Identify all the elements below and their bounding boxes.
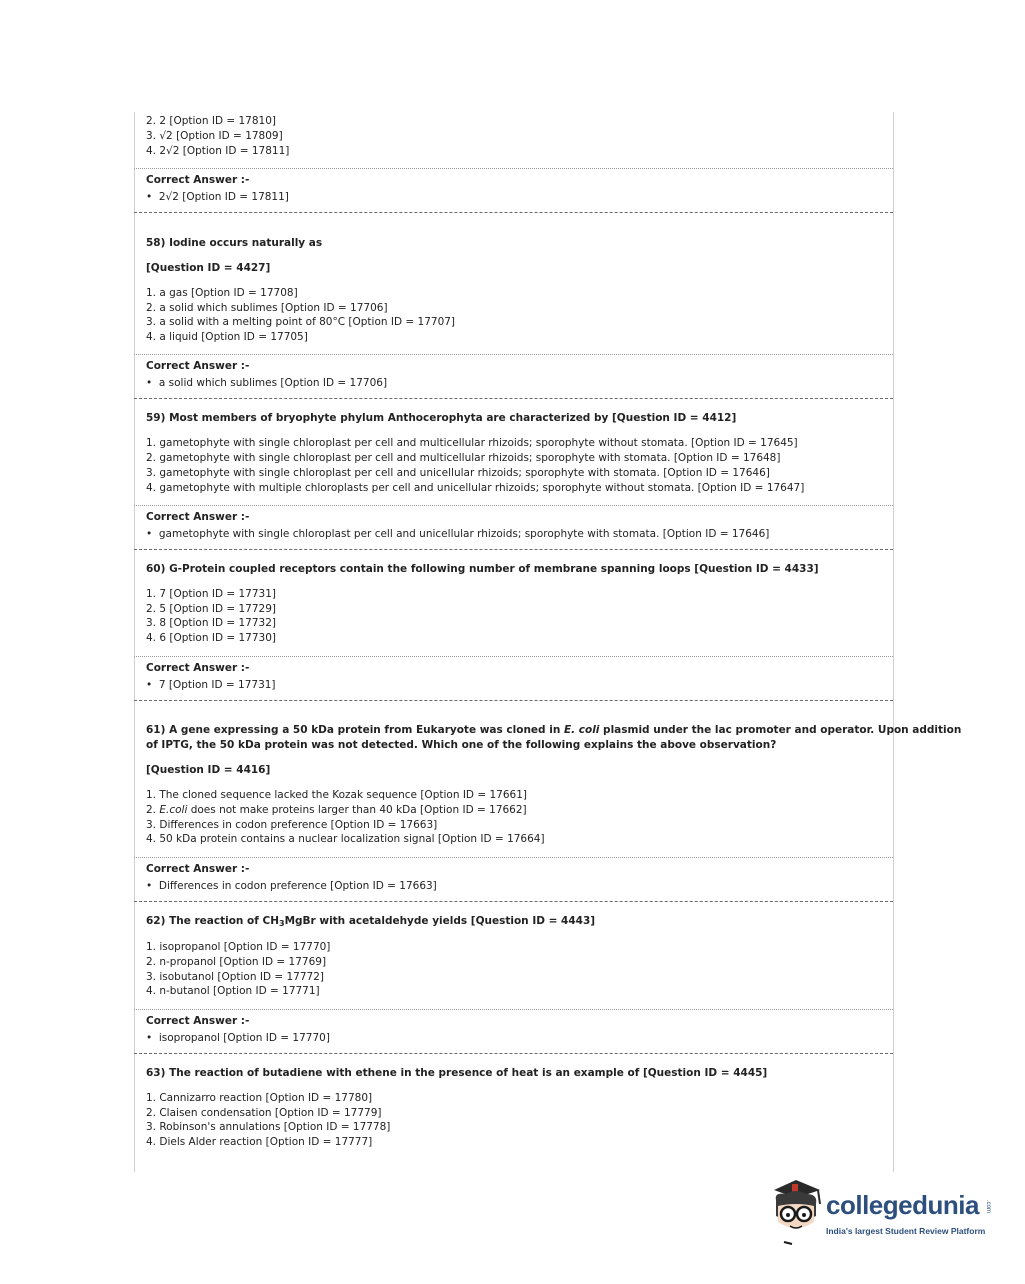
option: 4. Diels Alder reaction [Option ID = 17777] — [146, 1136, 373, 1148]
option: 3. gametophyte with single chloroplast per cell and unicellular rhizoids; sporophyte with stomata. [Option ID = 17646] — [146, 467, 770, 479]
question-title: 58) Iodine occurs naturally as — [146, 237, 323, 249]
question-separator — [134, 398, 893, 399]
question-id: [Question ID = 4427] — [146, 262, 271, 274]
option: 1. 7 [Option ID = 17731] — [146, 588, 277, 600]
option: 1. Cannizarro reaction [Option ID = 17780] — [146, 1092, 373, 1104]
option: 4. gametophyte with multiple chloroplasts per cell and unicellular rhizoids; sporophyte without stomata. [Option ID = 17647] — [146, 482, 805, 494]
option: 3. a solid with a melting point of 80°C [Option ID = 17707] — [146, 316, 456, 328]
option: 3. isobutanol [Option ID = 17772] — [146, 971, 325, 983]
option: 4. a liquid [Option ID = 17705] — [146, 331, 308, 343]
question-separator — [134, 1053, 893, 1054]
option: 4. n-butanol [Option ID = 17771] — [146, 985, 320, 997]
correct-answer: • 2√2 [Option ID = 17811] — [146, 191, 289, 203]
correct-answer: • 7 [Option ID = 17731] — [146, 679, 276, 691]
question-title: 63) The reaction of butadiene with ethene in the presence of heat is an example of [Question ID = 4445] — [146, 1067, 768, 1079]
question-title: 61) A gene expressing a 50 kDa protein from Eukaryote was cloned in E. coli plasmid under the lac promoter and operator. Upon addition — [146, 724, 962, 736]
option: 1. isopropanol [Option ID = 17770] — [146, 941, 331, 953]
option: 1. The cloned sequence lacked the Kozak sequence [Option ID = 17661] — [146, 789, 527, 801]
question-separator — [134, 901, 893, 902]
question-separator — [134, 700, 893, 701]
question-title: 59) Most members of bryophyte phylum Anthocerophyta are characterized by [Question ID = 4412] — [146, 412, 737, 424]
option: 2. Claisen condensation [Option ID = 17779] — [146, 1107, 382, 1119]
option: 2. 2 [Option ID = 17810] — [146, 115, 277, 127]
option: 4. 6 [Option ID = 17730] — [146, 632, 277, 644]
option: 1. a gas [Option ID = 17708] — [146, 287, 298, 299]
option: 3. √2 [Option ID = 17809] — [146, 130, 283, 142]
correct-answer: • a solid which sublimes [Option ID = 17706] — [146, 377, 388, 389]
correct-answer-label: Correct Answer :- — [146, 662, 250, 674]
divider — [134, 656, 893, 657]
divider — [134, 1009, 893, 1010]
mascot-icon — [766, 1176, 826, 1248]
question-separator — [134, 549, 893, 550]
question-title-line2: of IPTG, the 50 kDa protein was not detected. Which one of the following explains the above observation? — [146, 739, 777, 751]
question-id: [Question ID = 4416] — [146, 764, 271, 776]
option: 4. 2√2 [Option ID = 17811] — [146, 145, 290, 157]
correct-answer-label: Correct Answer :- — [146, 511, 250, 523]
option: 3. Robinson's annulations [Option ID = 17778] — [146, 1121, 391, 1133]
logo-tagline: India's largest Student Review Platform — [826, 1226, 986, 1236]
option: 2. gametophyte with single chloroplast per cell and multicellular rhizoids; sporophyte with stomata. [Option ID = 17648] — [146, 452, 781, 464]
option: 1. gametophyte with single chloroplast per cell and multicellular rhizoids; sporophyte without stomata. [Option ID = 17645] — [146, 437, 798, 449]
correct-answer-label: Correct Answer :- — [146, 174, 250, 186]
divider — [134, 168, 893, 169]
correct-answer: • isopropanol [Option ID = 17770] — [146, 1032, 330, 1044]
option: 2. 5 [Option ID = 17729] — [146, 603, 277, 615]
correct-answer: • gametophyte with single chloroplast per cell and unicellular rhizoids; sporophyte with stomata. [Option ID = 17646] — [146, 528, 770, 540]
correct-answer-label: Correct Answer :- — [146, 863, 250, 875]
divider — [134, 857, 893, 858]
option: 2. E.coli does not make proteins larger than 40 kDa [Option ID = 17662] — [146, 804, 527, 816]
option: 2. n-propanol [Option ID = 17769] — [146, 956, 327, 968]
correct-answer-label: Correct Answer :- — [146, 1015, 250, 1027]
option: 3. 8 [Option ID = 17732] — [146, 617, 277, 629]
collegedunia-logo — [766, 1176, 996, 1248]
option: 3. Differences in codon preference [Option ID = 17663] — [146, 819, 438, 831]
correct-answer: • Differences in codon preference [Option ID = 17663] — [146, 880, 437, 892]
logo-com: .com — [985, 1200, 991, 1214]
logo-wordmark: collegedunia — [826, 1190, 979, 1220]
divider — [134, 505, 893, 506]
divider — [134, 354, 893, 355]
option: 4. 50 kDa protein contains a nuclear localization signal [Option ID = 17664] — [146, 833, 545, 845]
option: 2. a solid which sublimes [Option ID = 17706] — [146, 302, 388, 314]
correct-answer-label: Correct Answer :- — [146, 360, 250, 372]
question-title: 60) G-Protein coupled receptors contain the following number of membrane spanning loops [Question ID = 4433] — [146, 563, 819, 575]
question-title: 62) The reaction of $CH_3MgBr$ with acetaldehyde yields [Question ID = 4443] — [146, 915, 596, 928]
question-separator — [134, 212, 893, 213]
